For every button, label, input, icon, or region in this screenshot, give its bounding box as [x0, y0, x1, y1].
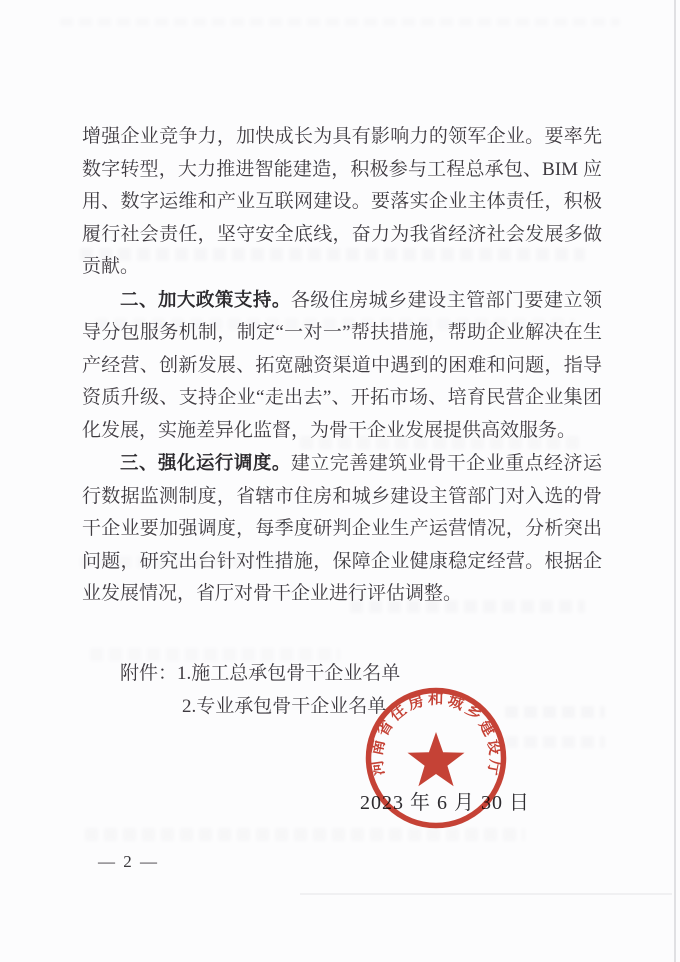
- paragraph-lead: 二、加大政策支持。: [120, 288, 291, 310]
- page-number: — 2 —: [98, 852, 159, 871]
- bleed-through-artifact: [505, 736, 605, 748]
- issue-date: 2023 年 6 月 30 日: [360, 792, 530, 814]
- paragraph-text: 增强企业竞争力，加快成长为具有影响力的领军企业。要率先数字转型，大力推进智能建造，积极参与工程总承包、BIM 应用、数字运维和产业互联网建设。要落实企业主体责任，积极履行社会责任，坚守安全底线，奋力为我省经济社会发展多做贡献。: [82, 126, 602, 277]
- scan-fold-line: [300, 893, 672, 895]
- paragraph: [82, 284, 602, 448]
- paragraph-text: 建立完善建筑业骨干企业重点经济运行数据监测制度，省辖市住房和城乡建设主管部门对入选的骨干企业要加强调度，每季度研判企业生产运营情况，分析突出问题，研究出台针对性措施，保障企业健康稳定经营。根据企业发展情况，省厅对骨干企业进行评估调整。: [82, 453, 602, 604]
- seal-star-icon: [408, 732, 465, 786]
- paragraph-lead: 三、强化运行调度。: [120, 452, 291, 473]
- attachment-item: 2.专业承包骨干企业名单: [182, 695, 387, 717]
- paragraph: [82, 120, 602, 284]
- paragraph-text: 各级住房城乡建设主管部门要建立领导分包服务机制，制定“一对一”帮扶措施，帮助企业解决在生产经营、创新发展、拓宽融资渠道中遇到的困难和问题，指导资质升级、支持企业“走出去”、开拓市场、培育民营企业集团化发展，实施差异化监督，为骨干企业发展提供高效服务。: [82, 289, 602, 441]
- official-seal: [360, 682, 512, 834]
- seal-text: 河南省住房和城乡建设厅: [368, 690, 504, 780]
- attachments-label: 附件：: [120, 662, 178, 684]
- attachments-section: [82, 657, 602, 723]
- scan-edge-line: [674, 0, 676, 962]
- attachment-item: 1.施工总承包骨干企业名单: [177, 662, 401, 684]
- paragraph: [82, 447, 602, 611]
- document-body: [82, 120, 602, 723]
- bleed-through-artifact: [60, 18, 620, 26]
